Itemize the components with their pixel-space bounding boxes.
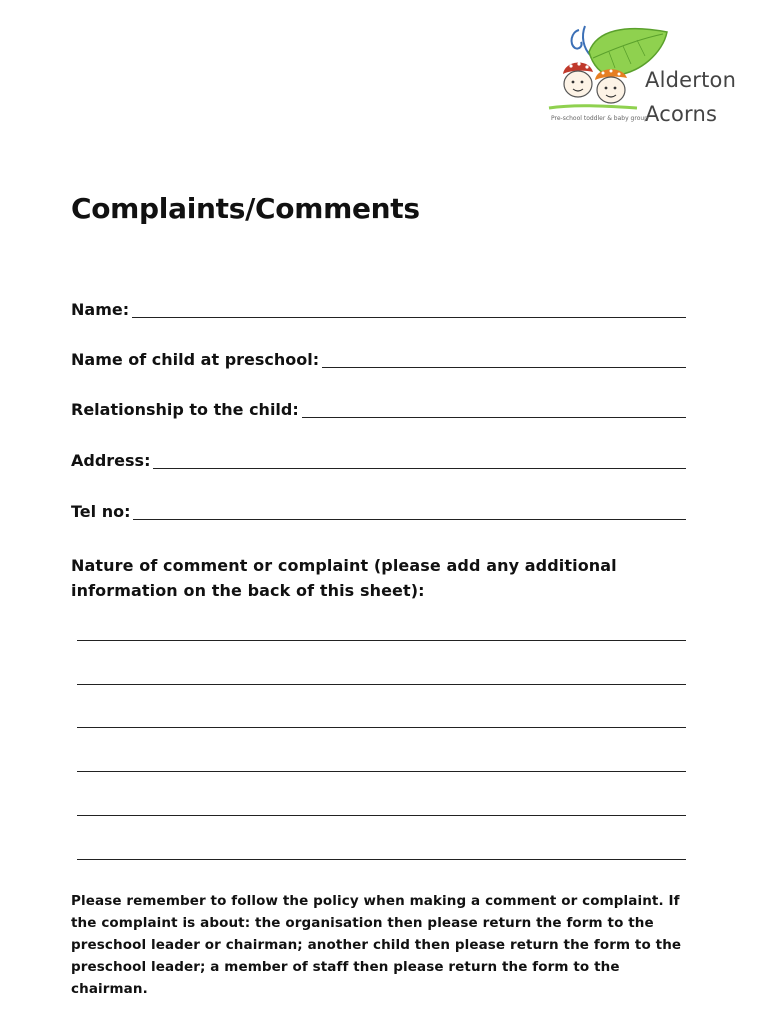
comment-line[interactable] [77,684,686,685]
logo-name-line1: Alderton [645,68,737,92]
comment-line[interactable] [77,771,686,772]
relationship-label: Relationship to the child: [71,400,299,419]
name-input-line[interactable] [132,299,686,318]
comment-line[interactable] [77,815,686,816]
address-field[interactable] [71,447,686,471]
nature-prompt: Nature of comment or complaint (please add any additional information on the back of this sheet): [71,556,617,600]
child-name-field[interactable] [71,346,686,370]
policy-note: Please remember to follow the policy when making a comment or complaint. If the complaint is about: the organisation then please return the form to the preschool leader or chairman; another child then please return the form to the preschool leader; a member of staff then please return the form to the chairman. [71,893,682,997]
logo-tagline: Pre-school toddler & baby group [551,115,648,122]
logo-name-line2: Acorns [645,102,718,126]
relationship-field[interactable] [71,396,686,420]
name-label: Name: [71,300,130,319]
tel-label: Tel no: [71,502,131,521]
name-field[interactable] [71,296,686,320]
comment-line[interactable] [77,640,686,641]
comment-line[interactable] [77,727,686,728]
page-title: Complaints/Comments [71,192,420,225]
alderton-acorns-logo [545,22,740,132]
tel-input-line[interactable] [133,501,686,520]
tel-field[interactable] [71,498,686,522]
child-name-input-line[interactable] [322,349,686,368]
address-label: Address: [71,451,151,470]
child-name-label: Name of child at preschool: [71,350,320,369]
address-input-line[interactable] [153,450,686,469]
comment-line[interactable] [77,859,686,860]
relationship-input-line[interactable] [302,399,686,418]
